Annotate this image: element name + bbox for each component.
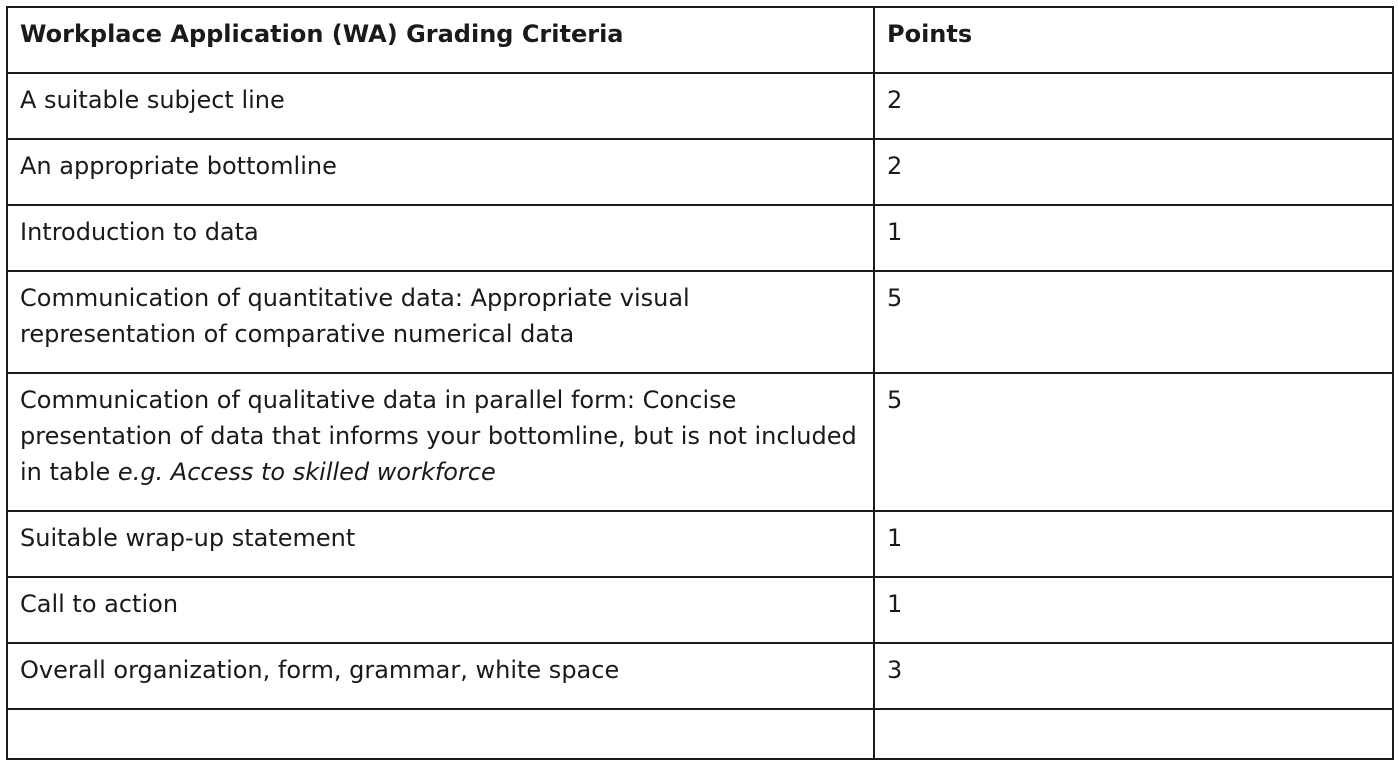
- criteria-cell: Overall organization, form, grammar, white space: [7, 643, 874, 709]
- table-row: [7, 373, 1393, 511]
- points-cell: 2: [874, 73, 1393, 139]
- criteria-cell: [7, 373, 874, 511]
- criteria-cell: Introduction to data: [7, 205, 874, 271]
- points-cell: 5: [874, 373, 1393, 511]
- table-header-row: [7, 7, 1393, 73]
- criteria-cell: Suitable wrap-up statement: [7, 511, 874, 577]
- points-column-header: Points: [874, 7, 1393, 73]
- criteria-column-header: Workplace Application (WA) Grading Criteria: [7, 7, 874, 73]
- points-cell: 2: [874, 139, 1393, 205]
- empty-cell: [874, 709, 1393, 759]
- table-row: [7, 643, 1393, 709]
- grading-criteria-table: [6, 6, 1394, 760]
- criteria-cell: A suitable subject line: [7, 73, 874, 139]
- points-cell: 3: [874, 643, 1393, 709]
- table-row: [7, 577, 1393, 643]
- criteria-example: e.g. Access to skilled workforce: [117, 458, 496, 486]
- empty-cell: [7, 709, 874, 759]
- criteria-text: Communication of qualitative data in parallel form: Concise presentation of data that informs your bottomline, but is not included in table: [20, 386, 857, 486]
- criteria-cell: Call to action: [7, 577, 874, 643]
- points-cell: 1: [874, 511, 1393, 577]
- table-row: [7, 271, 1393, 373]
- points-cell: 1: [874, 205, 1393, 271]
- points-cell: 5: [874, 271, 1393, 373]
- points-cell: 1: [874, 577, 1393, 643]
- grading-criteria-table-container: [6, 6, 1392, 760]
- table-row: [7, 73, 1393, 139]
- criteria-cell: An appropriate bottomline: [7, 139, 874, 205]
- table-row-cutoff: [7, 709, 1393, 759]
- table-row: [7, 139, 1393, 205]
- table-row: [7, 205, 1393, 271]
- table-row: [7, 511, 1393, 577]
- criteria-cell: Communication of quantitative data: Appropriate visual representation of comparative numerical data: [7, 271, 874, 373]
